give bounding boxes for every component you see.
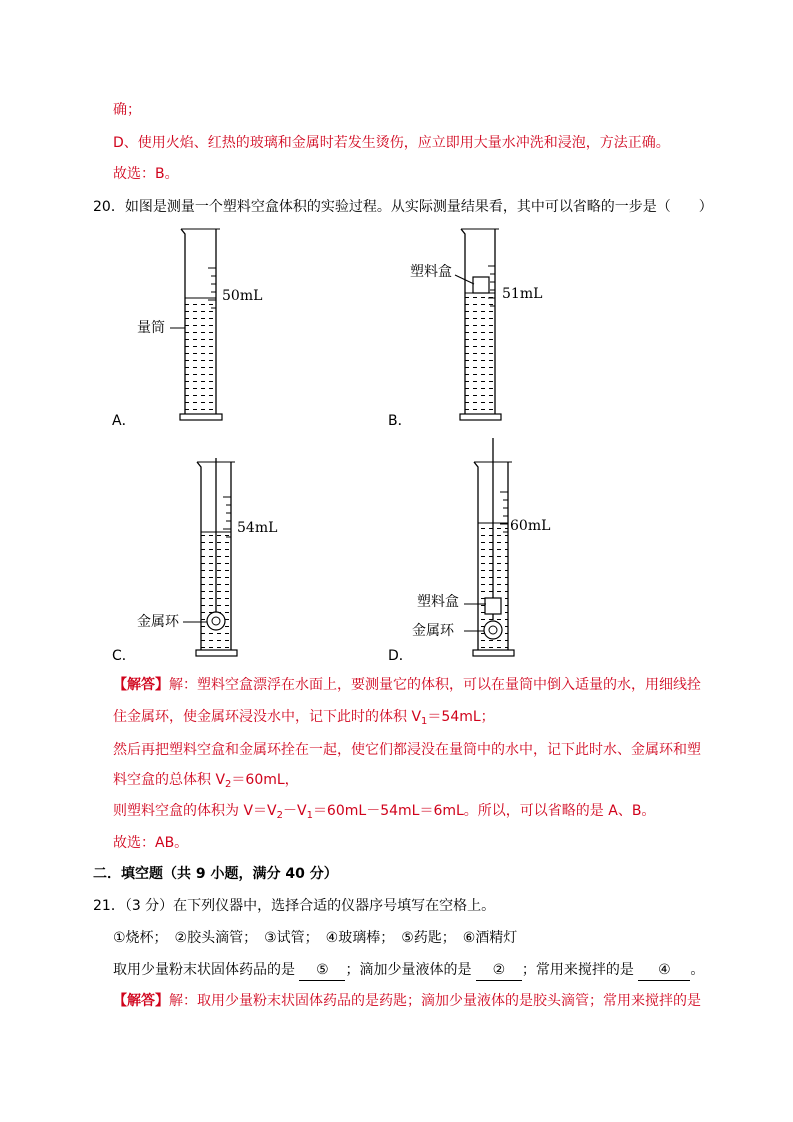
cylinder-b: [455, 229, 501, 420]
cylinder-d: [464, 438, 514, 656]
blank-1[interactable]: ⑤: [299, 960, 345, 981]
answer20-line3: 然后再把塑料空盒和金属环拴在一起，使它们都浸没在量筒中的水中，记下此时水、金属环和塑: [113, 742, 701, 758]
answer20-line5: 则塑料空盒的体积为 $V=V_2-V_1=60mL-54mL=6mL$。所以，可以省略的是 A、B。: [113, 803, 656, 821]
plastic-box-d: [485, 598, 501, 614]
reading-a: 50mL: [222, 288, 263, 304]
answer19-option-d: D、使用火焰、红热的玻璃和金属时若发生烫伤，应立即用大量水冲洗和浸泡，方法正确。: [113, 135, 670, 151]
plastic-box-b: [473, 277, 489, 293]
question-20-stem: 20．如图是测量一个塑料空盒体积的实验过程。从实际测量结果看，其中可以省略的一步是（ ）: [93, 199, 713, 215]
metal-ring-c: [207, 612, 225, 630]
option-a: A．: [112, 413, 136, 429]
label-box-b: 塑料盒: [410, 264, 452, 280]
reading-b: 51mL: [502, 286, 543, 302]
answer20-choice: 故选：AB。: [113, 835, 189, 851]
cylinder-c: [183, 458, 237, 656]
metal-ring-d: [484, 621, 502, 639]
reading-c: 54mL: [237, 520, 278, 536]
option-b: B．: [388, 413, 412, 429]
blank-2[interactable]: ②: [476, 960, 522, 981]
answer19-line-end: 确；: [113, 102, 141, 118]
label-box-d: 塑料盒: [417, 594, 459, 610]
cylinder-a: [170, 229, 222, 420]
answer19-choice: 故选：B。: [113, 166, 179, 182]
question-21-items: ①烧杯； ②胶头滴管； ③试管； ④玻璃棒； ⑤药匙； ⑥酒精灯: [113, 930, 518, 946]
answer20-line2: 住金属环，使金属环浸没水中，记下此时的体积 $V_1=54mL$；: [113, 709, 495, 727]
option-d: D．: [388, 648, 413, 664]
answer-tag: 【解答】: [113, 677, 169, 693]
answer21-line1: 【解答】解：取用少量粉末状固体药品的是药匙；滴加少量液体的是胶头滴管；常用来搅拌的是: [113, 993, 701, 1009]
reading-d: 60mL: [510, 518, 551, 534]
label-cylinder-a: 量筒: [137, 320, 165, 336]
answer20-line4: 料空盒的总体积 $V_2=60mL$，: [113, 772, 299, 790]
label-ring-c: 金属环: [137, 614, 179, 630]
question-21-blanks: 取用少量粉末状固体药品的是 ⑤ ；滴加少量液体的是 ② ；常用来搅拌的是 ④ 。: [113, 960, 704, 981]
label-ring-d: 金属环: [412, 623, 454, 639]
answer20-line1: 【解答】解：塑料空盒漂浮在水面上，要测量它的体积，可以在量筒中倒入适量的水，用细线拴: [113, 677, 701, 693]
section-heading: 二．填空题（共 9 小题，满分 40 分）: [93, 866, 338, 882]
option-c: C．: [112, 648, 136, 664]
question-21-stem: 21．（3 分）在下列仪器中，选择合适的仪器序号填写在空格上。: [93, 898, 496, 914]
blank-3[interactable]: ④: [638, 960, 690, 981]
